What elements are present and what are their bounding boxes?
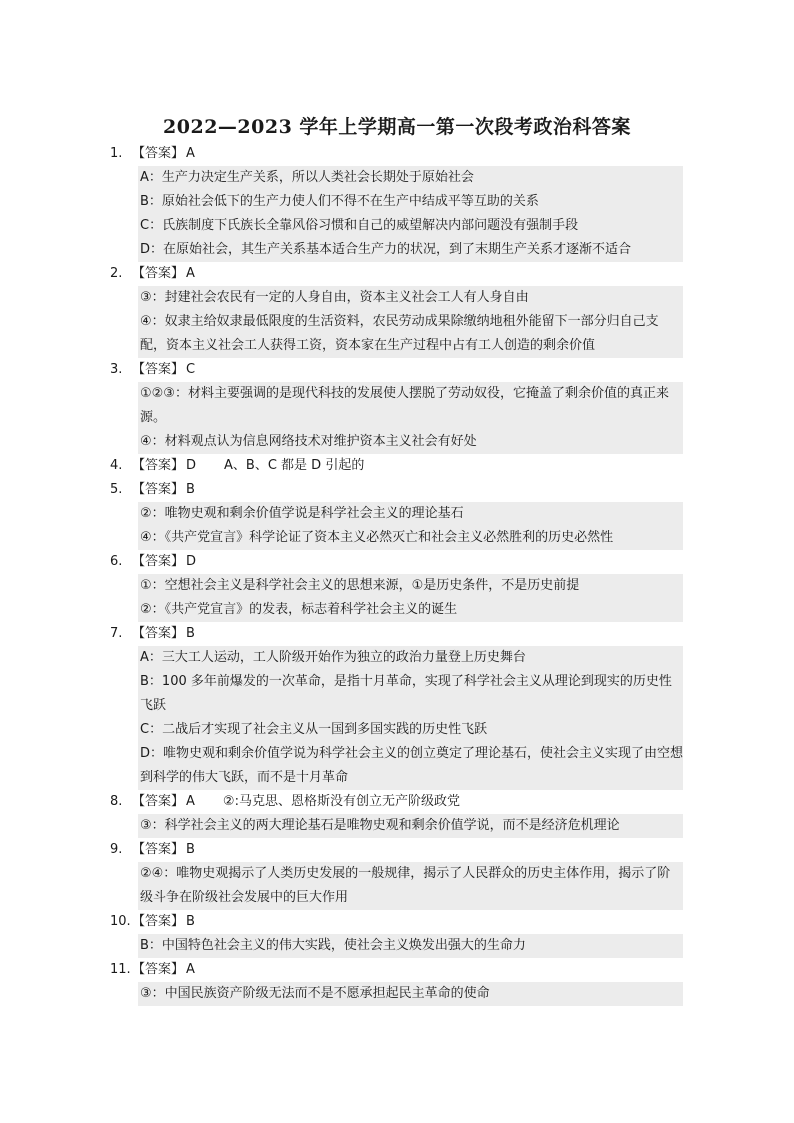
question-answer-header — [110, 358, 685, 382]
explanation-line: D：唯物史观和剩余价值学说为科学社会主义的创立奠定了理论基石，使社会主义实现了由空想到科学的伟大飞跃，而不是十月革命 — [138, 742, 683, 790]
question-number: 5. — [110, 482, 123, 497]
explanation-line: ④：奴隶主给奴隶最低限度的生活资料，农民劳动成果除缴纳地租外能留下一部分归自己支配，资本主义社会工人获得工资，资本家在生产过程中占有工人创造的剩余价值 — [138, 310, 683, 358]
answer-letter: A — [186, 146, 195, 161]
question-number: 9. — [110, 842, 123, 857]
explanation-line: C：二战后才实现了社会主义从一国到多国实践的历史性飞跃 — [138, 718, 683, 742]
question-answer-header — [110, 910, 685, 934]
answer-tag: 【答案】 — [132, 626, 185, 641]
answer-note: A、B、C 都是 D 引起的 — [224, 458, 365, 473]
question-block — [110, 262, 685, 358]
question-block — [110, 790, 685, 838]
question-answer-header — [110, 838, 685, 862]
question-block — [110, 838, 685, 910]
explanation-line: A：生产力决定生产关系，所以人类社会长期处于原始社会 — [138, 166, 683, 190]
answer-tag: 【答案】 — [132, 362, 185, 377]
explanation-line: ③：科学社会主义的两大理论基石是唯物史观和剩余价值学说，而不是经济危机理论 — [138, 814, 683, 838]
explanation-line: B：中国特色社会主义的伟大实践，使社会主义焕发出强大的生命力 — [138, 934, 683, 958]
question-number: 10. — [110, 914, 131, 929]
answer-tag: 【答案】 — [132, 266, 185, 281]
question-answer-header — [110, 478, 685, 502]
answer-letter: A — [186, 266, 195, 281]
explanation-line: ②：《共产党宣言》的发表，标志着科学社会主义的诞生 — [138, 598, 683, 622]
answer-letter: D — [186, 458, 197, 473]
question-answer-header — [110, 142, 685, 166]
explanation-line: ①②③：材料主要强调的是现代科技的发展使人摆脱了劳动奴役，它掩盖了剩余价值的真正来源。 — [138, 382, 683, 430]
question-answer-header — [110, 454, 685, 478]
question-block — [110, 958, 685, 1006]
answer-letter: D — [186, 554, 197, 569]
explanation-line: B：100 多年前爆发的一次革命，是指十月革命，实现了科学社会主义从理论到现实的历史性飞跃 — [138, 670, 683, 718]
question-block — [110, 910, 685, 958]
answer-letter: B — [186, 842, 195, 857]
page-title: 2022—2023 学年上学期高一第一次段考政治科答案 — [163, 116, 631, 138]
answer-tag: 【答案】 — [132, 794, 185, 809]
question-block — [110, 142, 685, 262]
question-number: 3. — [110, 362, 123, 377]
explanation-line: ④：材料观点认为信息网络技术对维护资本主义社会有好处 — [138, 430, 683, 454]
question-number: 6. — [110, 554, 123, 569]
explanation-line: ④：《共产党宣言》科学论证了资本主义必然灭亡和社会主义必然胜利的历史必然性 — [138, 526, 683, 550]
question-block — [110, 550, 685, 622]
answer-tag: 【答案】 — [132, 458, 185, 473]
answer-tag: 【答案】 — [132, 842, 185, 857]
explanation-line: A：三大工人运动，工人阶级开始作为独立的政治力量登上历史舞台 — [138, 646, 683, 670]
explanation-line: ③：封建社会农民有一定的人身自由，资本主义社会工人有人身自由 — [138, 286, 683, 310]
explanation-line: ①：空想社会主义是科学社会主义的思想来源，①是历史条件，不是历史前提 — [138, 574, 683, 598]
question-number: 8. — [110, 794, 123, 809]
question-answer-header — [110, 958, 685, 982]
answer-tag: 【答案】 — [132, 146, 185, 161]
explanation-line: ③：中国民族资产阶级无法而不是不愿承担起民主革命的使命 — [138, 982, 683, 1006]
answer-letter: B — [186, 626, 195, 641]
question-answer-header — [110, 790, 685, 814]
question-number: 4. — [110, 458, 123, 473]
answer-tag: 【答案】 — [132, 914, 185, 929]
explanation-line: ②④：唯物史观揭示了人类历史发展的一般规律，揭示了人民群众的历史主体作用，揭示了阶级斗争在阶级社会发展中的巨大作用 — [138, 862, 683, 910]
answer-note: ②:马克思、恩格斯没有创立无产阶级政党 — [222, 794, 460, 809]
answer-list — [110, 142, 685, 1006]
question-block — [110, 478, 685, 550]
answer-letter: A — [186, 962, 195, 977]
answer-letter: B — [186, 482, 195, 497]
question-number: 7. — [110, 626, 123, 641]
question-answer-header — [110, 550, 685, 574]
question-block — [110, 358, 685, 454]
answer-letter: C — [186, 362, 196, 377]
explanation-line: B：原始社会低下的生产力使人们不得不在生产中结成平等互助的关系 — [138, 190, 683, 214]
question-block — [110, 454, 685, 478]
question-number: 2. — [110, 266, 123, 281]
answer-tag: 【答案】 — [132, 482, 185, 497]
explanation-line: C：氏族制度下氏族长全靠风俗习惯和自己的威望解决内部问题没有强制手段 — [138, 214, 683, 238]
question-block — [110, 622, 685, 790]
answer-tag: 【答案】 — [132, 554, 185, 569]
explanation-line: D：在原始社会，其生产关系基本适合生产力的状况，到了末期生产关系才逐渐不适合 — [138, 238, 683, 262]
answer-letter: A — [186, 794, 195, 809]
question-number: 11. — [110, 962, 131, 977]
question-answer-header — [110, 622, 685, 646]
answer-tag: 【答案】 — [132, 962, 185, 977]
question-number: 1. — [110, 146, 123, 161]
answer-letter: B — [186, 914, 195, 929]
explanation-line: ②：唯物史观和剩余价值学说是科学社会主义的理论基石 — [138, 502, 683, 526]
question-answer-header — [110, 262, 685, 286]
